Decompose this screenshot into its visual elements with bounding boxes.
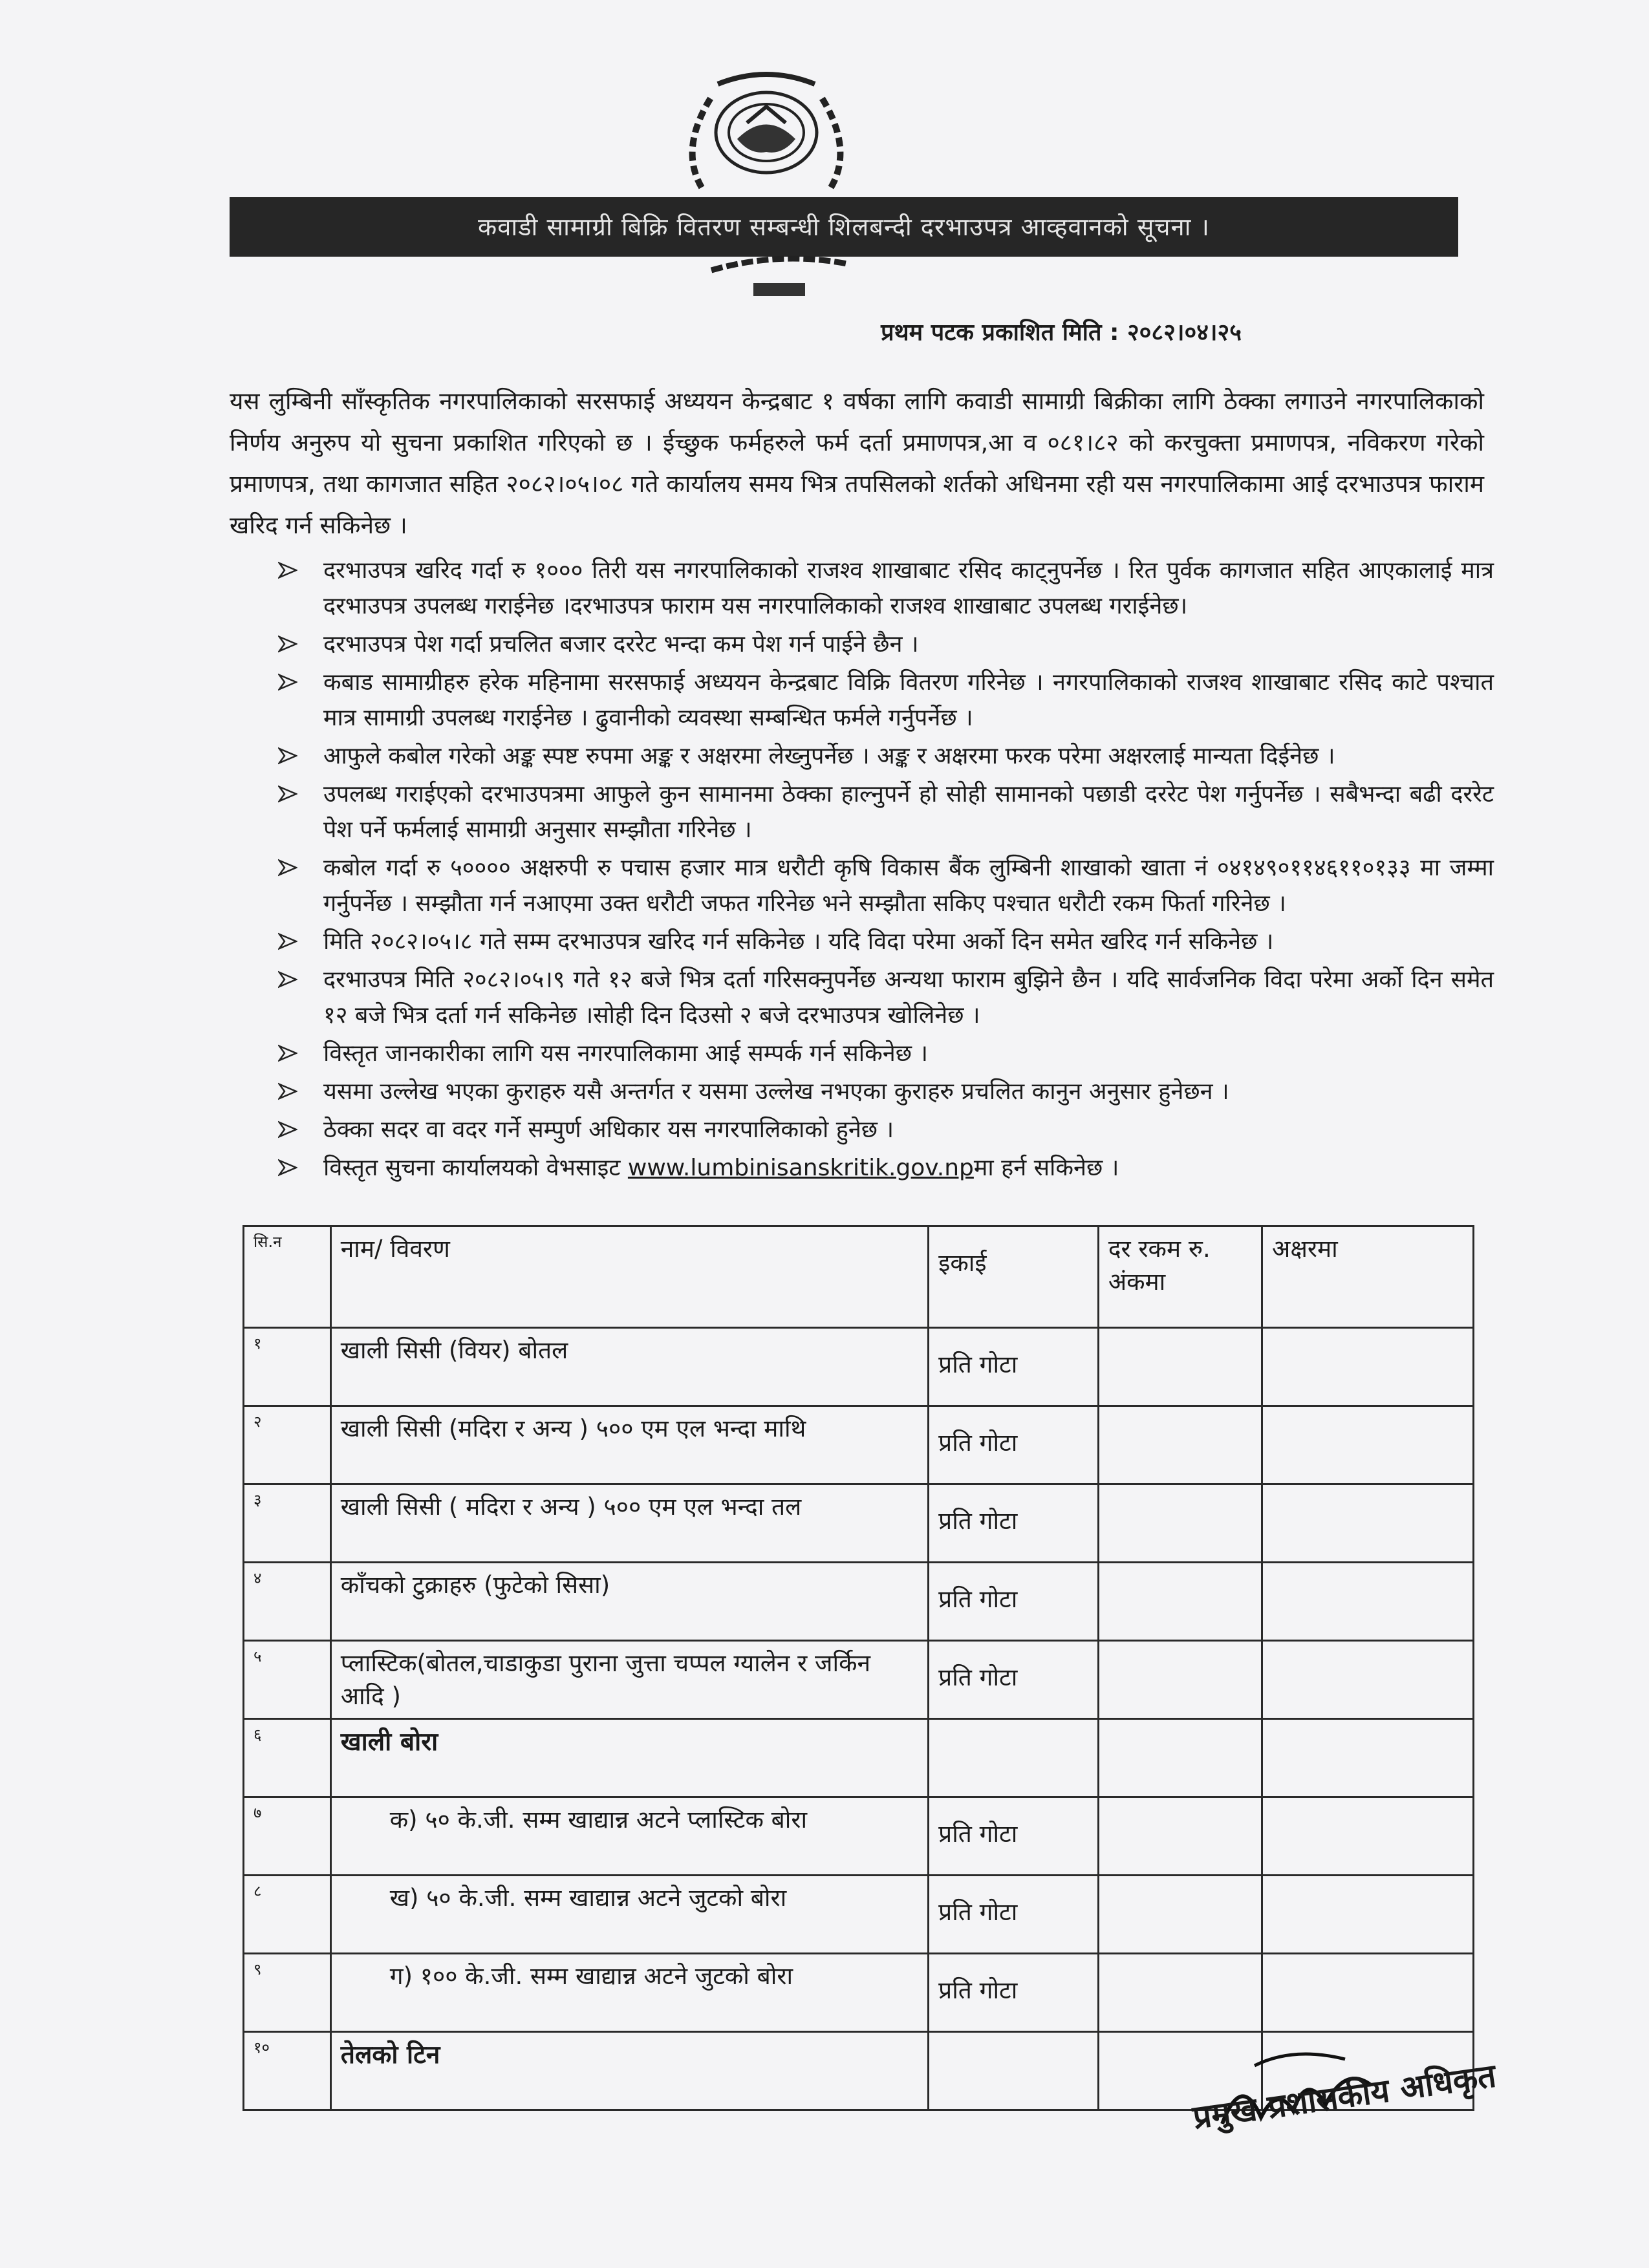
- table-row: [244, 1719, 1474, 1797]
- arrow-bullet-icon: [278, 858, 297, 877]
- table-header-row: [244, 1226, 1474, 1328]
- arrow-bullet-icon: [278, 1043, 297, 1063]
- table-row: [244, 1876, 1474, 1954]
- cell-name: तेलको टिन: [330, 2032, 928, 2110]
- cell-rate[interactable]: [1098, 1328, 1262, 1406]
- cell-words[interactable]: [1262, 1797, 1474, 1876]
- table-row: [244, 1406, 1474, 1484]
- intro-paragraph: यस लुम्बिनी साँस्कृतिक नगरपालिकाको सरसफाई अध्ययन केन्द्रबाट १ वर्षका लागि कवाडी सामाग्री बिक्रीका लागि ठेक्का लगाउने नगरपालिकाको निर्णय अनुरुप यो सुचना प्रकाशित गरिएको छ । ईच्छुक फर्महरुले फर्म दर्ता प्रमाणपत्र,आ व ०८१।८२ को करचुक्ता प्रमाणपत्र, नविकरण गरेको प्रमाणपत्र, तथा कागजात सहित २०८२।०५।०८ गते कार्यालय समय भित्र तपसिलको शर्तको अधिनमा रही यस नगरपालिकामा आई दरभाउपत्र फाराम खरिद गर्न सकिनेछ ।: [230, 387, 1484, 539]
- cell-words[interactable]: [1262, 1876, 1474, 1954]
- cell-sn: ५: [244, 1641, 331, 1719]
- cell-name: ग) १०० के.जी. सम्म खाद्यान्न अटने जुटको बोरा: [330, 1954, 928, 2032]
- cell-sn: ८: [244, 1876, 331, 1954]
- table-row: [244, 1641, 1474, 1719]
- cell-rate[interactable]: [1098, 1876, 1262, 1954]
- cell-name: खाली सिसी (मदिरा र अन्य ) ५०० एम एल भन्दा माथि: [330, 1406, 928, 1484]
- cell-words[interactable]: [1262, 1954, 1474, 2032]
- cell-rate[interactable]: [1098, 1954, 1262, 2032]
- cell-name: प्लास्टिक(बोतल,चाडाकुडा पुराना जुत्ता चप्पल ग्यालेन र जर्किन आदि ): [330, 1641, 928, 1719]
- cell-words[interactable]: [1262, 1328, 1474, 1406]
- arrow-bullet-icon: [278, 932, 297, 951]
- cell-name: खाली बोरा: [330, 1719, 928, 1797]
- header-name: नाम/ विवरण: [330, 1226, 928, 1328]
- cell-name: काँचको टुक्राहरु (फुटेको सिसा): [330, 1563, 928, 1641]
- cell-unit: [929, 1719, 1099, 1797]
- website-link[interactable]: www.lumbinisanskritik.gov.np: [627, 1155, 974, 1181]
- arrow-bullet-icon: [278, 561, 297, 580]
- header-rate: दर रकम रु. अंकमा: [1098, 1226, 1262, 1328]
- cell-rate[interactable]: [1098, 1719, 1262, 1797]
- condition-item: यसमा उल्लेख भएका कुराहरु यसै अन्तर्गत र यसमा उल्लेख नभएका कुराहरु प्रचलित कानुन अनुसार हुनेछन ।: [278, 1074, 1494, 1109]
- table-row: [244, 1954, 1474, 2032]
- cell-name: क) ५० के.जी. सम्म खाद्यान्न अटने प्लास्टिक बोरा: [330, 1797, 928, 1876]
- cell-unit: प्रति गोटा: [929, 1641, 1099, 1719]
- cell-name: खाली सिसी (वियर) बोतल: [330, 1328, 928, 1406]
- table-row: [244, 1797, 1474, 1876]
- cell-sn: ६: [244, 1719, 331, 1797]
- arrow-bullet-icon: [278, 746, 297, 765]
- table-row: [244, 1563, 1474, 1641]
- arrow-bullet-icon: [278, 1120, 297, 1139]
- website-item: विस्तृत सुचना कार्यालयको वेभसाइट www.lumbinisanskritik.gov.npमा हर्न सकिनेछ ।: [278, 1150, 1494, 1186]
- header-words: अक्षरमा: [1262, 1226, 1474, 1328]
- cell-words[interactable]: [1262, 1641, 1474, 1719]
- cell-unit: प्रति गोटा: [929, 1954, 1099, 2032]
- condition-item: उपलब्ध गराईएको दरभाउपत्रमा आफुले कुन सामानमा ठेक्का हाल्नुपर्ने हो सोही सामानको पछाडी दररेट पेश गर्नुपर्नेछ । सबैभन्दा बढी दररेट पेश पर्ने फर्मलाई सामाग्री अनुसार सम्झौता गरिनेछ ।: [278, 776, 1494, 848]
- cell-sn: १: [244, 1328, 331, 1406]
- condition-item: कबाड सामाग्रीहरु हरेक महिनामा सरसफाई अध्ययन केन्द्रबाट विक्रि वितरण गरिनेछ । नगरपालिकाको राजश्व शाखाबाट रसिद काटे पश्चात मात्र सामाग्री उपलब्ध गराईनेछ । ढुवानीको व्यवस्था सम्बन्धित फर्मले गर्नुपर्नेछ ।: [278, 665, 1494, 736]
- cell-sn: ९: [244, 1954, 331, 2032]
- cell-rate[interactable]: [1098, 1563, 1262, 1641]
- header-unit: इकाई: [929, 1226, 1099, 1328]
- published-date: प्रथम पटक प्रकाशित मिति : २०८२।०४।२५: [881, 319, 1242, 346]
- arrow-bullet-icon: [278, 634, 297, 654]
- cell-unit: प्रति गोटा: [929, 1484, 1099, 1563]
- cell-unit: प्रति गोटा: [929, 1563, 1099, 1641]
- cell-sn: ७: [244, 1797, 331, 1876]
- cell-unit: प्रति गोटा: [929, 1797, 1099, 1876]
- arrow-bullet-icon: [278, 1082, 297, 1101]
- condition-item: मिति २०८२।०५।८ गते सम्म दरभाउपत्र खरिद गर्न सकिनेछ । यदि विदा परेमा अर्को दिन समेत खरिद गर्न सकिनेछ ।: [278, 924, 1494, 959]
- condition-item: दरभाउपत्र पेश गर्दा प्रचलित बजार दररेट भन्दा कम पेश गर्न पाईने छैन ।: [278, 626, 1494, 662]
- arrow-bullet-icon: [278, 970, 297, 989]
- cell-sn: ३: [244, 1484, 331, 1563]
- cell-unit: [929, 2032, 1099, 2110]
- cell-words[interactable]: [1262, 1484, 1474, 1563]
- conditions-list: [278, 553, 1494, 1188]
- cell-sn: २: [244, 1406, 331, 1484]
- arrow-bullet-icon: [278, 784, 297, 804]
- cell-rate[interactable]: [1098, 1797, 1262, 1876]
- condition-item: आफुले कबोल गरेको अङ्क स्पष्ट रुपमा अङ्क र अक्षरमा लेख्नुपर्नेछ । अङ्क र अक्षरमा फरक परेमा अक्षरलाई मान्यता दिईनेछ ।: [278, 738, 1494, 774]
- condition-item: दरभाउपत्र खरिद गर्दा रु १००० तिरी यस नगरपालिकाको राजश्व शाखाबाट रसिद काट्नुपर्नेछ । रित पुर्वक कागजात सहित आएकालाई मात्र दरभाउपत्र उपलब्ध गराईनेछ ।दरभाउपत्र फाराम यस नगरपालिकाको राजश्व शाखाबाट उपलब्ध गराईनेछ।: [278, 553, 1494, 624]
- cell-rate[interactable]: [1098, 1484, 1262, 1563]
- condition-item: ठेक्का सदर वा वदर गर्ने सम्पुर्ण अधिकार यस नगरपालिकाको हुनेछ ।: [278, 1112, 1494, 1148]
- condition-item: दरभाउपत्र मिति २०८२।०५।९ गते १२ बजे भित्र दर्ता गरिसक्नुपर्नेछ अन्यथा फाराम बुझिने छैन । यदि सार्वजनिक विदा परेमा अर्को दिन समेत १२ बजे भित्र दर्ता गर्न सकिनेछ ।सोही दिन दिउसो २ बजे दरभाउपत्र खोलिनेछ ।: [278, 962, 1494, 1033]
- cell-unit: प्रति गोटा: [929, 1876, 1099, 1954]
- cell-name: खाली सिसी ( मदिरा र अन्य ) ५०० एम एल भन्दा तल: [330, 1484, 928, 1563]
- cell-words[interactable]: [1262, 1719, 1474, 1797]
- cell-words[interactable]: [1262, 1563, 1474, 1641]
- arrow-bullet-icon: [278, 672, 297, 692]
- cell-unit: प्रति गोटा: [929, 1406, 1099, 1484]
- cell-unit: प्रति गोटा: [929, 1328, 1099, 1406]
- cell-sn: ४: [244, 1563, 331, 1641]
- table-row: [244, 1484, 1474, 1563]
- condition-item: विस्तृत जानकारीका लागि यस नगरपालिकामा आई सम्पर्क गर्न सकिनेछ ।: [278, 1036, 1494, 1071]
- items-table: [242, 1225, 1474, 2111]
- cell-sn: १०: [244, 2032, 331, 2110]
- condition-item: कबोल गर्दा रु ५०००० अक्षरुपी रु पचास हजार मात्र धरौटी कृषि विकास बैंक लुम्बिनी शाखाको खाता नं ०४१४९०११४६११०१३३ मा जम्मा गर्नुपर्नेछ । सम्झौता गर्न नआएमा उक्त धरौटी जफत गरिनेछ भने सम्झौता सकिए पश्चात धरौटी रकम फिर्ता गरिनेछ ।: [278, 850, 1494, 921]
- cell-name: ख) ५० के.जी. सम्म खाद्यान्न अटने जुटको बोरा: [330, 1876, 928, 1954]
- table-row: [244, 1328, 1474, 1406]
- cell-rate[interactable]: [1098, 1641, 1262, 1719]
- arrow-bullet-icon: [278, 1158, 297, 1177]
- header-sn: सि.न: [244, 1226, 331, 1328]
- notice-title: कवाडी सामाग्री बिक्रि वितरण सम्बन्धी शिलबन्दी दरभाउपत्र आव्हवानको सूचना ।: [230, 197, 1458, 257]
- signer-title: प्रमुख प्रशासकीय अधिकृत: [1190, 2057, 1498, 2137]
- seal-subtext-icon: [705, 244, 854, 306]
- cell-words[interactable]: [1262, 1406, 1474, 1484]
- cell-rate[interactable]: [1098, 1406, 1262, 1484]
